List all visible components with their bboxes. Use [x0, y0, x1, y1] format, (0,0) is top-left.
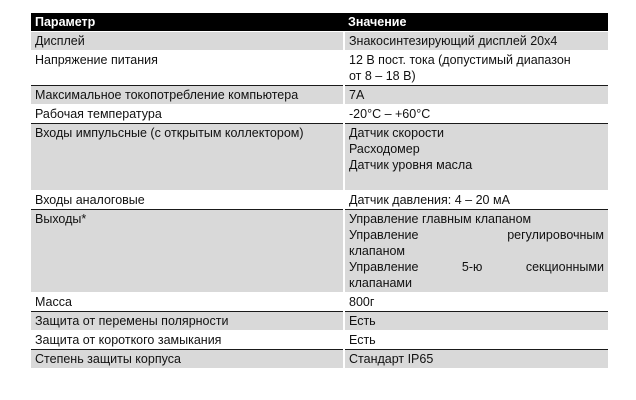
header-param: Параметр	[31, 13, 344, 32]
row-mass-param: Масса	[31, 293, 344, 312]
outputs-line2	[349, 227, 604, 243]
row-outputs-value	[344, 210, 608, 293]
table-row	[31, 32, 608, 51]
row-voltage-value	[344, 51, 608, 86]
table-row	[31, 105, 608, 124]
pulse-input-flowmeter: Расходомер	[349, 142, 420, 156]
outputs-line3: клапаном	[349, 244, 406, 258]
table-row	[31, 51, 608, 86]
row-polarity-value: Есть	[344, 312, 608, 331]
row-current-value: 7А	[344, 86, 608, 105]
outputs-line5: клапанами	[349, 276, 413, 290]
row-temperature-value: -20°С – +60°С	[344, 105, 608, 124]
row-temperature-param: Рабочая температура	[31, 105, 344, 124]
row-enclosure-value: Стандарт IP65	[344, 350, 608, 369]
row-display-param: Дисплей	[31, 32, 344, 51]
table-row	[31, 331, 608, 350]
row-current-param: Максимальное токопотребление компьютера	[31, 86, 344, 105]
row-mass-value: 800г	[344, 293, 608, 312]
spec-table	[31, 13, 608, 369]
outputs-line4-c: секционными	[525, 260, 604, 274]
table-row	[31, 293, 608, 312]
row-pulse-inputs-value	[344, 124, 608, 191]
outputs-line1: Управление главным клапаном	[349, 212, 532, 226]
table-row	[31, 350, 608, 369]
table-row	[31, 124, 608, 191]
outputs-line2-a: Управление	[349, 228, 419, 242]
outputs-line2-b: регулировочным	[507, 228, 604, 242]
row-analog-inputs-value: Датчик давления: 4 – 20 мА	[344, 191, 608, 210]
header-value: Значение	[344, 13, 608, 32]
voltage-value-line1: 12 В пост. тока (допустимый диапазон	[349, 53, 571, 67]
row-enclosure-param: Степень защиты корпуса	[31, 350, 344, 369]
table-header-row	[31, 13, 608, 32]
table-row	[31, 210, 608, 293]
voltage-value-line2: от 8 – 18 В)	[349, 69, 416, 83]
row-display-value: Знакосинтезирующий дисплей 20х4	[344, 32, 608, 51]
row-polarity-param: Защита от перемены полярности	[31, 312, 344, 331]
row-short-circuit-param: Защита от короткого замыкания	[31, 331, 344, 350]
pulse-input-oil-level: Датчик уровня масла	[349, 158, 473, 172]
row-voltage-param: Напряжение питания	[31, 51, 344, 86]
outputs-line4-a: Управление	[349, 260, 419, 274]
spec-table-container	[31, 13, 608, 369]
table-row	[31, 191, 608, 210]
pulse-input-speed: Датчик скорости	[349, 126, 444, 140]
row-analog-inputs-param: Входы аналоговые	[31, 191, 344, 210]
outputs-line4	[349, 259, 604, 275]
table-row	[31, 86, 608, 105]
table-row	[31, 312, 608, 331]
row-pulse-inputs-param: Входы импульсные (с открытым коллектором)	[31, 124, 344, 191]
row-outputs-param: Выходы*	[31, 210, 344, 293]
row-short-circuit-value: Есть	[344, 331, 608, 350]
outputs-line4-b: 5-ю	[461, 260, 483, 274]
